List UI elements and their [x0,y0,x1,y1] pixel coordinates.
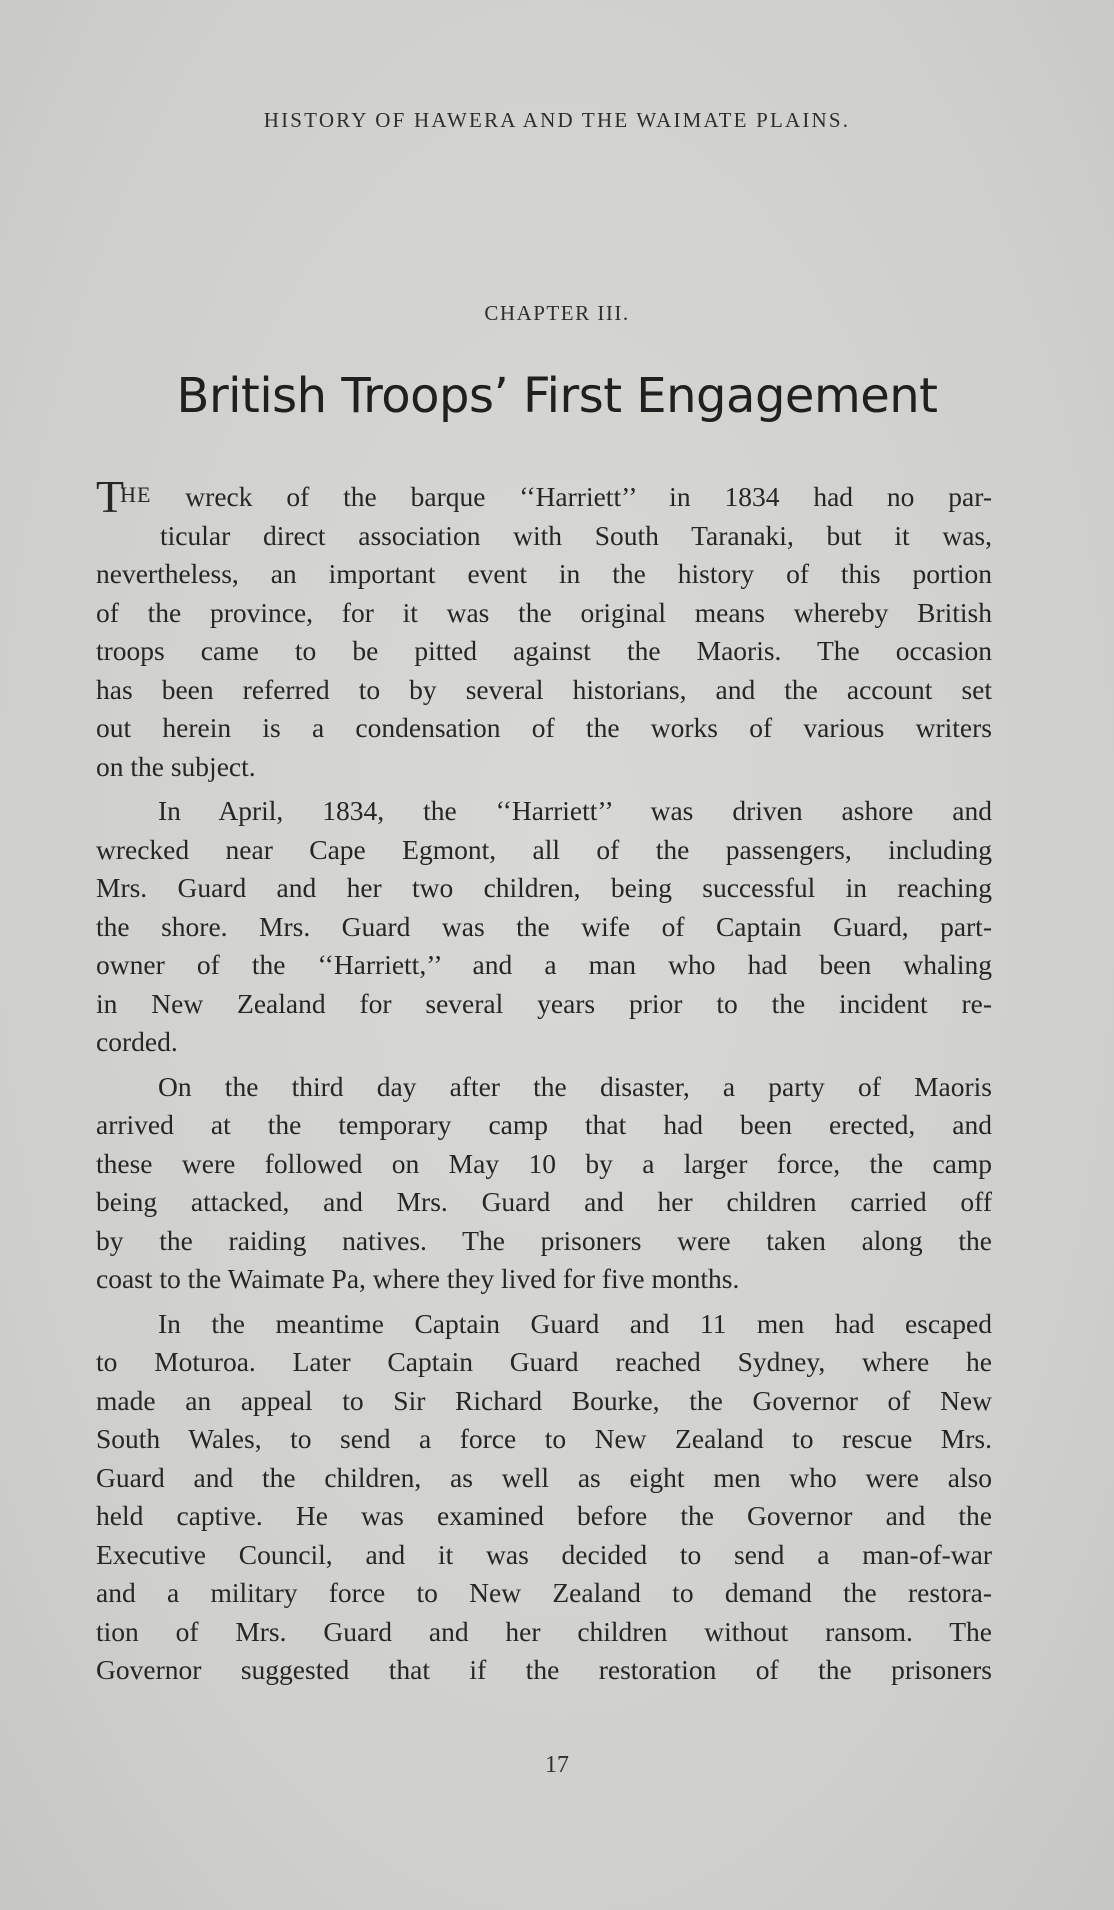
text-line: to Moturoa. Later Captain Guard reached Sydney, where he [96,1346,992,1377]
text-line [96,471,992,522]
text-line: the shore. Mrs. Guard was the wife of Captain Guard, part- [96,910,992,942]
text-line: has been referred to by several historians, and the account set [96,673,992,705]
text-line: Guard and the children, as well as eight men who were also [96,1461,992,1493]
chapter-heading: CHAPTER III. [484,301,630,325]
text-line: Executive Council, and it was decided to send a man-of-war [96,1538,992,1570]
text-line: these were followed on May 10 by a larger force, the camp [96,1147,992,1179]
running-head: HISTORY OF HAWERA AND THE WAIMATE PLAINS. [263,108,851,132]
drop-cap: T [96,471,125,522]
text-line: by the raiding natives. The prisoners were taken along the [96,1224,992,1256]
text-line: Mrs. Guard and her two children, being successful in reaching [96,872,992,903]
text-line: owner of the ‘‘Harriett,’’ and a man who had been whaling [96,949,992,980]
text-line: arrived at the temporary camp that had been erected, and [96,1109,992,1140]
text-line: and a military force to New Zealand to demand the restora- [96,1577,992,1608]
paragraph-2 [96,792,992,1062]
text-line: In April, 1834, the ‘‘Harriett’’ was driven ashore and [158,795,992,826]
text-line: troops came to be pitted against the Maoris. The occasion [96,635,992,666]
page-number: 17 [545,1752,569,1778]
text-line: out herein is a condensation of the works of various writers [96,712,992,743]
text-line: Governor suggested that if the restoration of the prisoners [96,1654,992,1685]
text-line: In the meantime Captain Guard and 11 men had escaped [158,1307,992,1339]
body-text [96,471,992,1696]
text-line: held captive. He was examined before the Governor and the [96,1500,992,1531]
text-line: ticular direct association with South Taranaki, but it was, [160,519,992,551]
text-line: nevertheless, an important event in the history of this portion [96,558,992,589]
small-caps-word: HE [120,482,152,507]
text-line: tion of Mrs. Guard and her children without ransom. The [96,1615,992,1647]
text-line: being attacked, and Mrs. Guard and her children carried off [96,1186,992,1217]
paragraph-4 [96,1305,992,1690]
text-line: wrecked near Cape Egmont, all of the passengers, including [96,833,992,865]
text-line: coast to the Waimate Pa, where they lived for five months. [96,1263,740,1294]
text-line: on the subject. [96,750,256,782]
text-line: South Wales, to send a force to New Zealand to rescue Mrs. [96,1423,992,1454]
text-line: On the third day after the disaster, a party of Maoris [158,1070,992,1102]
chapter-title: British Troops’ First Engagement [176,368,938,424]
text-line: in New Zealand for several years prior to the incident re- [96,987,992,1019]
paragraph-1 [96,471,992,786]
text-line-content: wreck of the barque ‘‘Harriett’’ in 1834 had no par- [151,481,992,512]
text-line: made an appeal to Sir Richard Bourke, the Governor of New [96,1384,992,1416]
text-line: of the province, for it was the original means whereby British [96,596,992,628]
text-line: corded. [96,1026,178,1057]
paragraph-3 [96,1068,992,1299]
